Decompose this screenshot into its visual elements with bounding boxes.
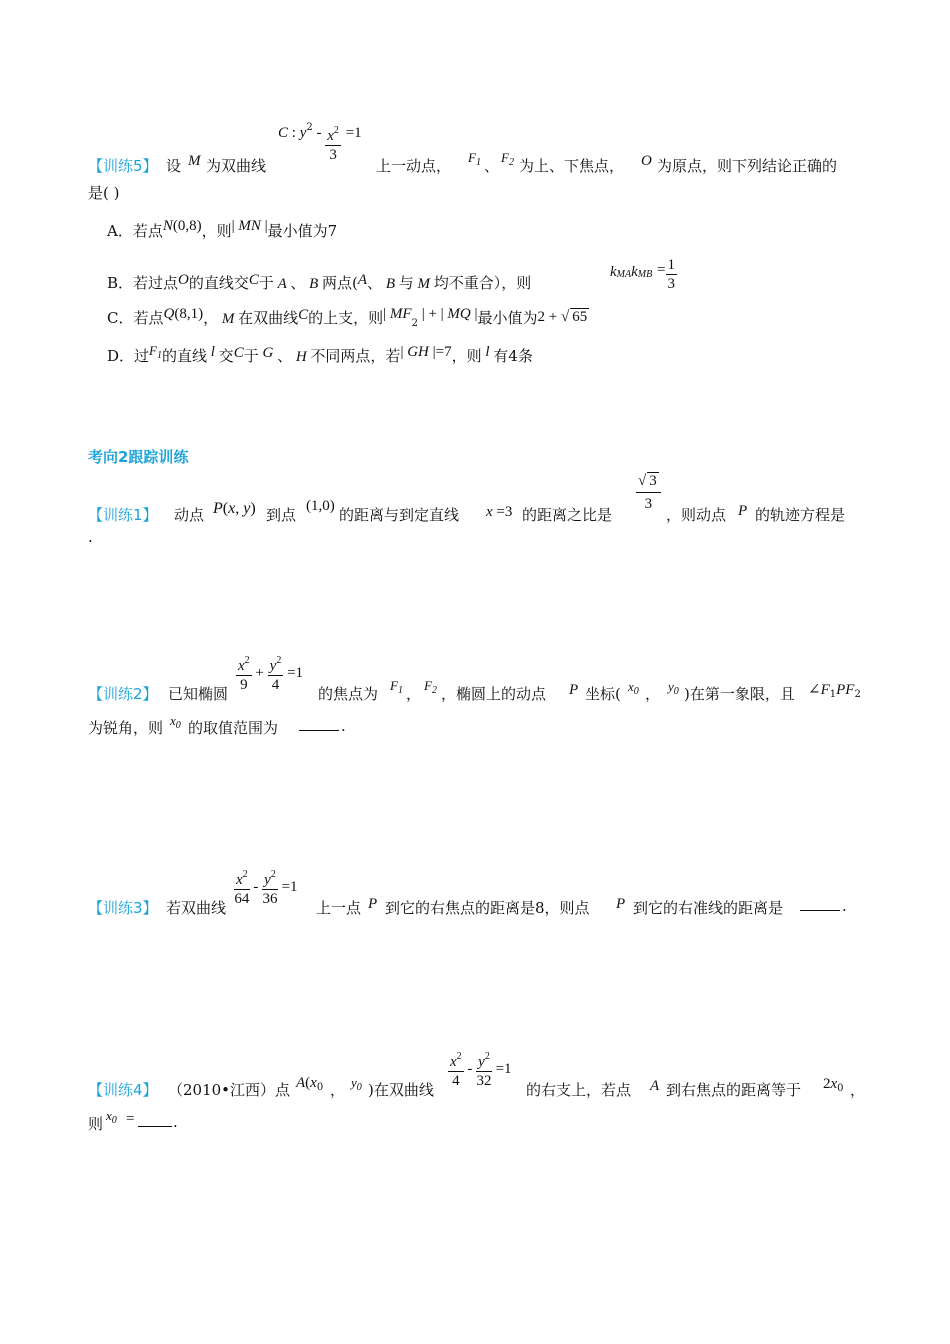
t3-var-P-2: P	[616, 896, 626, 912]
t5-option-a-point: N	[162, 218, 173, 234]
t5-option-a-text-1: A．若点	[107, 222, 163, 240]
t4-var-2x0: $2x_0$	[823, 1076, 844, 1094]
t2-var-x0: $x_0$	[628, 679, 639, 697]
t5-option-d-text-7: ，则	[451, 347, 482, 365]
t1-text-5: ，则动点	[666, 506, 727, 524]
t4-point-A: $A(x_0$	[296, 1075, 324, 1093]
t5-option-c: C．若点Q(8,1)， M 在双曲线C的上支，则| $MF_2$ | + | MQ |最小值为2 + √ 65	[107, 306, 588, 329]
t5-option-b-text-5: 两点(	[322, 274, 358, 292]
t2-var-F1: $F_1$	[390, 678, 403, 696]
t5-option-b-text-7: 与	[398, 274, 414, 292]
t2-tag: 【训练2】	[88, 685, 158, 703]
t1-ratio-fraction: $\frac{√ 3}{3}$	[636, 470, 661, 515]
t2-text-9: 的取值范围为	[188, 719, 279, 737]
t3-text-5: .	[842, 897, 847, 915]
t2-text-7: )在第一象限，且	[684, 685, 795, 703]
t4-text-1: （2010•江西）点	[168, 1081, 291, 1099]
t5-var-F1: $F_1$	[468, 150, 481, 168]
t1-point-P: P(x, y)	[213, 500, 256, 517]
t3-answer-blank	[800, 898, 840, 911]
t3-text-3: 到它的右焦点的距离是8，则点	[385, 899, 590, 917]
t1-text-4: 的距离之比是	[522, 506, 613, 524]
t5-text-3: 上一动点，	[376, 157, 452, 175]
t5-text-5: 为上、下焦点，	[519, 157, 625, 175]
t5-text-4: 、	[484, 157, 500, 175]
t2-var-y0: $y_0$	[668, 679, 679, 697]
t5-option-a-text-3: 最小值为7	[267, 222, 338, 240]
t2-var-F2: $F_2$	[424, 678, 437, 696]
t5-text-6: 为原点，则下列结论正确的	[657, 157, 838, 175]
t5-option-d-text-8: 有4条	[493, 347, 533, 365]
t2-var-P: P	[569, 682, 579, 698]
t5-option-b-text-3: 于	[258, 274, 274, 292]
t4-text-3: )在双曲线	[368, 1081, 434, 1099]
t4-block	[88, 1048, 878, 1138]
t1-point-10: (1,0)	[306, 498, 335, 514]
t5-option-c-text-1: C．若点	[107, 309, 164, 327]
t3-text-1: 若双曲线	[166, 899, 227, 917]
t5-option-d-text-2: 的直线	[161, 347, 207, 365]
t3-block	[88, 866, 878, 926]
t5-var-M: M	[188, 153, 201, 169]
t3-var-P: P	[368, 896, 378, 912]
t4-text-6: ，	[850, 1081, 866, 1099]
t5-option-d-text-3: 交	[218, 347, 234, 365]
t2-text-1: 已知椭圆	[168, 685, 229, 703]
t5-var-F2: $F_2$	[501, 150, 514, 168]
section-heading: 考向2跟踪训练	[88, 448, 189, 466]
t1-text-7: .	[88, 528, 93, 546]
t5-option-b-text-1: B．若过点	[107, 274, 179, 292]
t1-tag: 【训练1】	[88, 506, 158, 524]
t5-option-d-text-4: 于	[243, 347, 259, 365]
t5-option-b-formula: $k_{MA}k_{MB}$ = $\frac{1}{3}$	[610, 257, 675, 292]
t5-option-b-text-8: 均不重合），则	[433, 274, 532, 292]
t5-option-b-text-2: 的直线交	[188, 274, 249, 292]
t5-option-b-text-4: 、	[290, 274, 306, 292]
t1-text-6: 的轨迹方程是	[755, 506, 846, 524]
t4-text-8: =	[126, 1111, 135, 1127]
t5-option-b-text-6: 、	[367, 274, 383, 292]
t2-angle: $\angle F_1PF_2$	[808, 682, 861, 700]
t1-text-1: 动点	[174, 506, 205, 524]
t5-option-b: B．若过点O的直线交C于 A 、 B 两点(A、 B 与 M 均不重合），则	[107, 272, 532, 292]
t4-tag: 【训练4】	[88, 1081, 158, 1099]
t1-line-eq: x =3	[486, 504, 513, 520]
t5-text-2: 为双曲线	[206, 157, 267, 175]
t1-var-P: P	[738, 503, 748, 519]
t2-var-x0-2: $x_0$	[170, 713, 181, 731]
t2-text-2: 的焦点为	[318, 685, 379, 703]
t5-option-d-text-5: 、	[277, 347, 293, 365]
t2-text-6: ，	[645, 685, 661, 703]
t2-text-4: ，椭圆上的动点	[441, 685, 547, 703]
t2-text-8: 为锐角，则	[88, 719, 164, 737]
t3-hyperbola-formula: $\frac{x^2}{64}$ - $\frac{y^2}{36}$ =1	[234, 866, 298, 908]
t5-hyperbola-formula: C : $y^2$ - $\frac{x^2}{3}$ =1	[278, 122, 362, 163]
t4-var-x0: $x_0$	[106, 1108, 117, 1126]
t5-text-1: 设	[166, 157, 182, 175]
t5-option-d-text-6: 不同两点，若	[310, 347, 401, 365]
t2-ellipse-formula: $\frac{x^2}{9}$ + $\frac{y^2}{4}$ =1	[236, 652, 303, 694]
t2-answer-blank	[299, 718, 339, 731]
t5-option-c-text-4: 的上支，则	[308, 309, 384, 327]
t3-text-2: 上一点	[316, 899, 362, 917]
t2-block	[88, 652, 878, 742]
t5-option-c-text-5: 最小值为	[477, 309, 538, 327]
t5-var-O: O	[641, 153, 652, 169]
t1-block	[88, 470, 878, 550]
t4-var-y0: $y_0$	[351, 1075, 362, 1093]
t4-text-5: 到右焦点的距离等于	[666, 1081, 802, 1099]
t2-text-3: ，	[406, 685, 422, 703]
t5-option-a: A．若点N(0,8)，则| MN |最小值为7	[107, 218, 338, 240]
t1-text-3: 的距离与到定直线	[339, 506, 460, 524]
t5-option-c-text-3: 在双曲线	[238, 309, 299, 327]
t4-text-9: .	[173, 1113, 178, 1131]
t4-text-2: ，	[330, 1081, 346, 1099]
t3-text-4: 到它的右准线的距离是	[633, 899, 784, 917]
t4-hyperbola-formula: $\frac{x^2}{4}$ - $\frac{y^2}{32}$ =1	[448, 1048, 512, 1090]
t3-tag: 【训练3】	[88, 899, 158, 917]
t5-option-d-text-1: D．过	[107, 347, 150, 365]
t5-option-c-text-2: ，	[203, 309, 219, 327]
t5-tag: 【训练5】	[88, 157, 158, 175]
t5-line2: 是( )	[88, 184, 120, 202]
t5-option-a-text-2: ，则	[201, 222, 232, 240]
t4-var-A: A	[650, 1078, 660, 1094]
t1-text-2: 到点	[266, 506, 297, 524]
t2-text-5: 坐标(	[585, 685, 621, 703]
t4-text-7: 则	[88, 1115, 104, 1133]
t2-text-10: .	[341, 717, 346, 735]
t5-option-d: D．过$F_1$的直线 l 交C于 G 、 H 不同两点，若| GH |=7，则 l 有4条	[107, 343, 533, 365]
t4-answer-blank	[138, 1114, 172, 1127]
t4-text-4: 的右支上，若点	[526, 1081, 632, 1099]
